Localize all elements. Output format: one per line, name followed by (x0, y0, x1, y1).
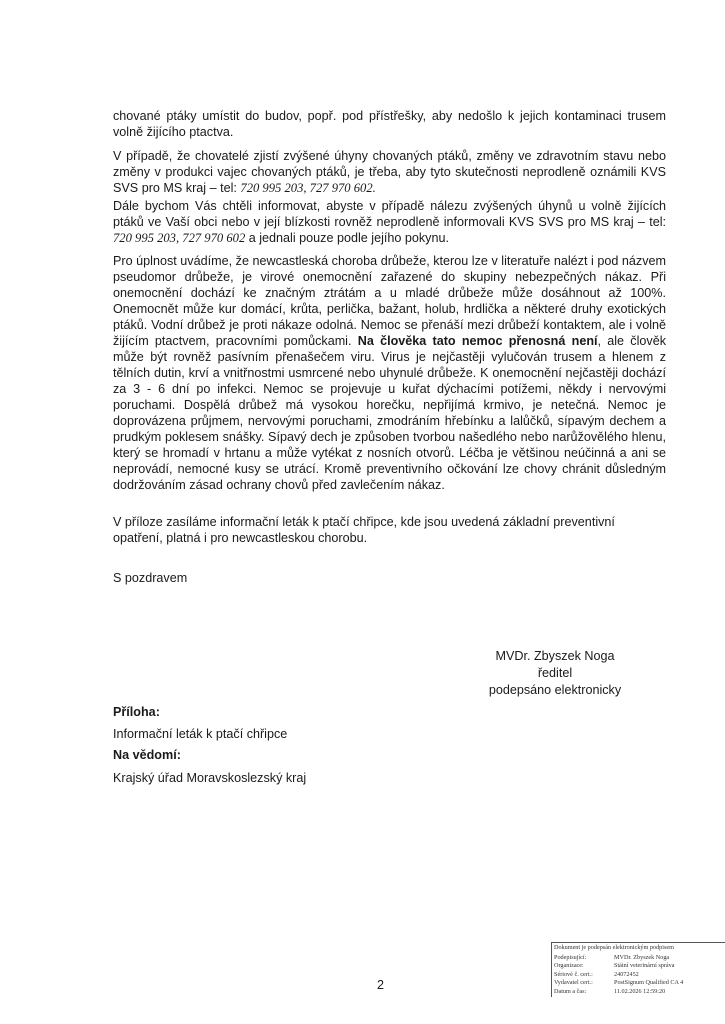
signatory-name: MVDr. Zbyszek Noga (495, 649, 615, 663)
e-signature-row (554, 971, 725, 980)
attachment-label: Příloha: (113, 705, 160, 719)
e-signature-stamp (551, 942, 725, 997)
e-signature-value: Státní veterinární správa (614, 962, 675, 970)
paragraph-report-losses (113, 148, 666, 196)
e-signature-row (554, 988, 725, 997)
cc-item: Krajský úřad Moravskoslezský kraj (113, 771, 307, 785)
paragraph-disease-info (113, 253, 666, 493)
signatory-role: ředitel (537, 666, 573, 680)
paragraph-wild-birds-text: Dále bychom Vás chtěli informovat, abyste v případě nálezu zvýšených úhynů u volně žijících ptáků ve Vaší obci nebo v její blízkosti rovněž neprodleně informovali KVS SVS pro MS kraj – tel: (113, 199, 666, 229)
signature-block (470, 648, 640, 699)
e-signature-key: Podepisující: (554, 953, 587, 961)
paragraph-report-losses-text: V případě, že chovatelé zjistí zvýšené úhyny chovaných ptáků, změny ve zdravotním stavu nebo změny v produkci vajec chovaných ptáků, je třeba, aby tyto skutečnosti neprodleně oznámili KVS SVS pro MS kraj – tel: (113, 149, 666, 195)
attachment-item: Informační leták k ptačí chřipce (113, 727, 288, 741)
e-signature-header: Dokument je podepsán elektronickým podpisem (554, 944, 674, 951)
phone-numbers: 720 995 203, 727 970 602. (240, 181, 376, 195)
e-signature-key: Datum a čas: (554, 987, 587, 995)
paragraph-disease-info-text-b: , ale člověk může být rovněž pasívním přenašečem viru. Virus je nejčastěji vylučován trusem a hlenem z tělních dutin, krví a vnitřnostmi usmrcené nebo uhynulé drůbeže. K onemocnění nejčastěji dochází za 3 - 6 dní po infekci. Nemoc se projevuje u kuřat dýchacími potížemi, někdy i nervovými poruchami. Dospělá drůbež má vysokou horečku, nepřijímá krmivo, je netečná. Nemoc je doprovázena průjmem, nervovými poruchami, zmodráním hřebínku a lalůčků, sípavým dechem a prudkým poklesem snášky. Sípavý dech je způsoben tvorbou našedlého nebo narůžovělého hlenu, který se hromadí v hrtanu a může vytékat z nosních otvorů. Léčba je většinou neúčinná a ani se neprovádí, nemocné kusy se utrácí. Kromě preventivního očkování lze chovy chránit důsledným dodržováním zásad ochrany chovů před zavlečením nákaz. (113, 334, 667, 492)
signed-electronically: podepsáno elektronicky (488, 683, 622, 697)
e-signature-row (554, 962, 725, 971)
paragraph-wild-birds (113, 198, 666, 246)
e-signature-row (554, 954, 725, 963)
e-signature-value: MVDr. Zbyszek Noga (614, 953, 670, 961)
e-signature-value: PostSignum Qualified CA 4 (614, 979, 684, 987)
e-signature-row (554, 979, 725, 988)
greeting: S pozdravem (113, 571, 188, 585)
e-signature-value: 24072452 (614, 970, 639, 978)
paragraph-disease-info-text-a: Pro úplnost uvádíme, že newcastleská choroba drůbeže, kterou lze v literatuře nalézt i pod názvem pseudomor drůbeže, je virové onemocnění zařazené do skupiny nebezpečných nákaz. Při onemocnění dochází ke značným ztrátám a u mladé drůbeže může dosáhnout až 100%. Onemocnět může kur domácí, krůta, perlička, bažant, holub, hrdlička a některé druhy exotických ptáků. Vodní drůbež je proti nákaze odolná. Nemoc se přenáší mezi drůbeží kontaktem, ale i volně žijícím ptactvem, pracovními pomůckami. (113, 254, 666, 348)
e-signature-value: 11.02.2026 12:59:20 (614, 987, 666, 995)
page-number: 2 (377, 978, 385, 992)
paragraph-wild-birds-tail: a jednali pouze podle jejího pokynu. (245, 231, 449, 245)
paragraph-housing: chované ptáky umístit do budov, popř. pod přístřešky, aby nedošlo k jejich kontaminaci trusem volně žijícího ptactva. (113, 109, 666, 139)
e-signature-key: Vydavatel cert.: (554, 979, 593, 987)
phone-numbers: 720 995 203, 727 970 602 (113, 231, 246, 245)
cc-label: Na vědomí: (113, 748, 181, 762)
e-signature-key: Sériové č. cert.: (554, 970, 593, 978)
e-signature-key: Organizace: (554, 962, 584, 970)
paragraph-attachment-note: V příloze zasíláme informační leták k ptačí chřipce, kde jsou uvedená základní preventivní opatření, platná i pro newcastleskou chorobu. (113, 515, 615, 545)
bold-warning: Na člověka tato nemoc přenosná není (357, 334, 598, 348)
